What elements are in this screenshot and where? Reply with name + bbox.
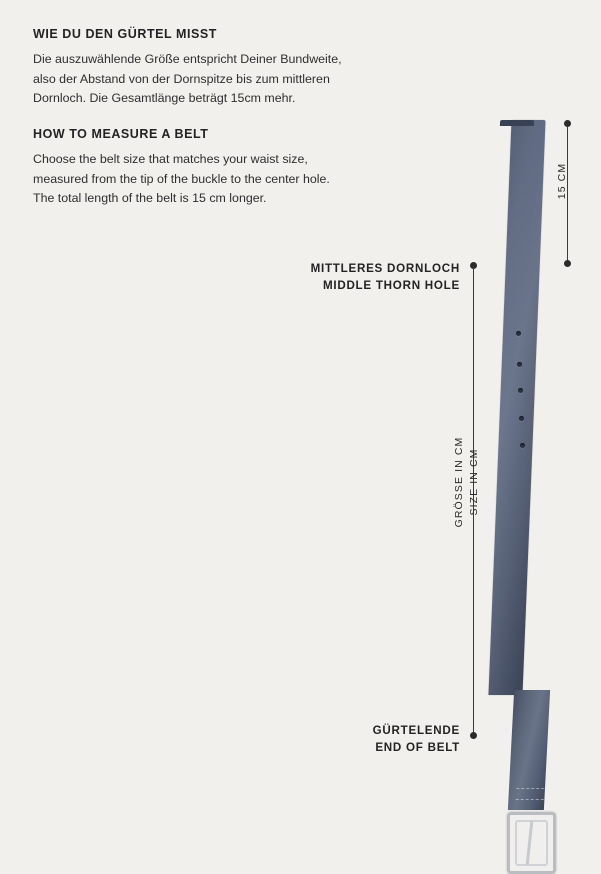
belt-hole [519, 416, 524, 421]
belt-hole [517, 362, 522, 367]
instructions-english-line-2: measured from the tip of the buckle to the center hole. [33, 171, 330, 186]
callout-end-of-belt [270, 722, 460, 756]
instructions-german [33, 27, 383, 109]
measurement-15cm-label: 15 CM [556, 162, 568, 200]
callout-middle-thorn-hole-german: MITTLERES DORNLOCH [310, 262, 460, 275]
instructions-german-heading: WIE DU DEN GÜRTEL MISST [33, 27, 217, 41]
callout-middle-thorn-hole [270, 260, 460, 294]
measurement-size-labels [452, 422, 482, 542]
measurement-endpoint-dot [564, 260, 571, 267]
belt-hole [520, 443, 525, 448]
instructions-german-body [33, 50, 383, 109]
instructions-german-line-2: also der Abstand von der Dornspitze bis zum mittleren [33, 71, 330, 86]
measurement-size-in-cm [455, 262, 481, 742]
belt-illustration [480, 120, 560, 760]
measurement-15cm [556, 120, 580, 270]
belt-stitching [516, 788, 545, 800]
callout-end-of-belt-english: END OF BELT [375, 741, 460, 754]
callout-middle-thorn-hole-english: MIDDLE THORN HOLE [322, 279, 460, 292]
instructions-english-body [33, 150, 373, 209]
measurement-size-label-english: SIZE IN CM [468, 448, 480, 516]
instructions-english [33, 127, 373, 209]
measurement-endpoint-dot [470, 732, 477, 739]
callout-end-of-belt-german: GÜRTELENDE [372, 724, 460, 737]
instructions-german-line-1: Die auszuwählende Größe entspricht Deiner Bundweite, [33, 52, 342, 66]
belt-hole [516, 331, 521, 336]
instructions-english-line-3: The total length of the belt is 15 cm longer. [33, 191, 267, 205]
measurement-endpoint-dot [564, 120, 571, 127]
instructions-german-line-3: Dornloch. Die Gesamtlänge beträgt 15cm mehr. [33, 91, 296, 105]
belt-hole-middle [518, 388, 523, 393]
instructions-english-line-1: Choose the belt size that matches your waist size, [33, 152, 308, 166]
belt-tip [500, 120, 534, 126]
measurement-size-label-german: GRÖSSE IN CM [453, 436, 465, 528]
belt-buckle [507, 812, 556, 874]
instructions-english-heading: HOW TO MEASURE A BELT [33, 127, 209, 141]
belt-strap [488, 120, 545, 695]
